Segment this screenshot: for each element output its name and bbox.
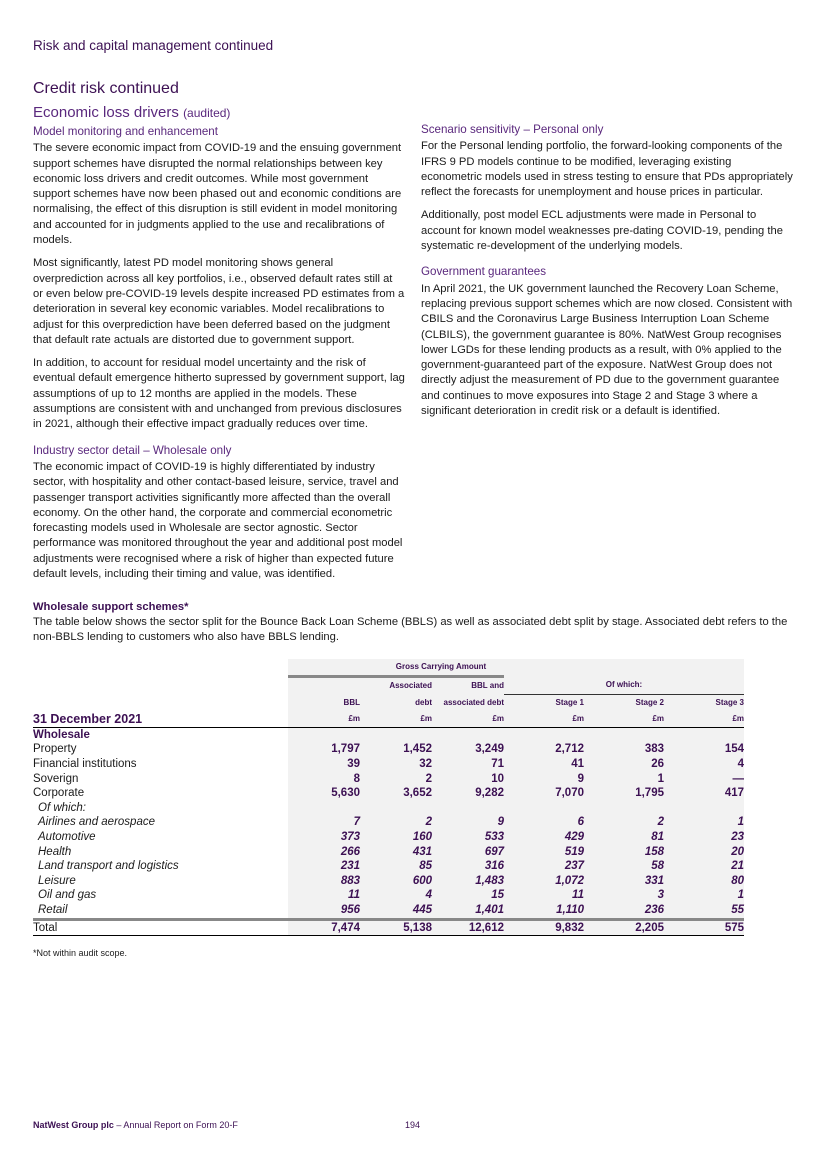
value-cell: 697	[432, 845, 504, 860]
value-cell: 1	[664, 888, 744, 903]
value-cell: 1,072	[504, 874, 584, 889]
value-cell: 417	[664, 786, 744, 801]
value-cell: 1,401	[432, 903, 504, 919]
row-label: Retail	[38, 903, 68, 916]
value-cell: 15	[432, 888, 504, 903]
table-row	[33, 859, 744, 874]
empty-cell	[288, 727, 360, 742]
value-cell: 3	[584, 888, 664, 903]
column-header: Stage 1	[504, 694, 584, 711]
value-cell: 21	[664, 859, 744, 874]
value-cell: 20	[664, 845, 744, 860]
value-cell: 1,483	[432, 874, 504, 889]
value-cell	[584, 801, 664, 816]
value-cell: 58	[584, 859, 664, 874]
column-header: £m	[360, 711, 432, 728]
value-cell: 237	[504, 859, 584, 874]
value-cell: 3,652	[360, 786, 432, 801]
empty-cell	[584, 727, 664, 742]
value-cell: 7,070	[504, 786, 584, 801]
table-row	[33, 772, 744, 787]
value-cell: 23	[664, 830, 744, 845]
paragraph: In April 2021, the UK government launched the Recovery Loan Scheme, replacing previous support schemes which are now closed. Consistent with CBILS and the Coronavirus Large Business Interruption Loan Scheme (CLBILS), the government guarantee is 80%. NatWest Group recognises lower LGDs for these lending products as a result, with 0% applied to the government-guaranteed part of the exposure. NatWest Group does not directly adjust the measurement of PD due to the government guarantee and continues to move exposures into Stage 2 and Stage 3 where a significant deterioration in credit risk or a default is identified.	[421, 282, 793, 418]
paragraph: Most significantly, latest PD model monitoring shows general overprediction across all key portfolios, i.e., observed default rates still at or even below pre-COVID-19 levels despite increased PD estimates from a deterioration in several key economic variables. Model recalibrations to adjust for this overprediction have been deferred based on the judgment that default rate actuals are distorted due to government support.	[33, 257, 405, 346]
value-cell: 4	[664, 757, 744, 772]
value-cell: 9	[504, 772, 584, 787]
value-cell: 26	[584, 757, 664, 772]
empty-cell	[360, 727, 432, 742]
table-row	[33, 694, 744, 711]
subheading: Government guarantees	[421, 265, 547, 279]
value-cell: 85	[360, 859, 432, 874]
paragraph: For the Personal lending portfolio, the forward-looking components of the IFRS 9 PD models continue to be modified, leveraging existing econometric models used in stress testing to ensure that PDs appropriately reflect the forecasts for unemployment and house prices in particular.	[421, 140, 793, 199]
row-label: Leisure	[38, 874, 76, 887]
value-cell: 2	[360, 772, 432, 787]
subheading: Scenario sensitivity – Personal only	[421, 123, 604, 136]
footer-report: – Annual Report on Form 20-F	[113, 1120, 238, 1130]
value-cell: 431	[360, 845, 432, 860]
paragraph: In addition, to account for residual model uncertainty and the risk of eventual default emergence hitherto supressed by government support, lag assumptions of up to 12 months are applied in the models. These assumptions are consistent with and unchanged from previous disclosures in 2021, although their effective impact gradually reduces over time.	[33, 357, 405, 431]
value-cell: 6	[504, 815, 584, 830]
value-cell: 11	[504, 888, 584, 903]
spacer	[33, 659, 288, 677]
value-cell: 10	[432, 772, 504, 787]
table-row	[33, 830, 744, 845]
total-label: Total	[33, 919, 288, 936]
table-row	[33, 786, 744, 801]
value-cell: 2	[584, 815, 664, 830]
right-column	[421, 122, 793, 427]
value-cell: 519	[504, 845, 584, 860]
empty-cell	[664, 727, 744, 742]
value-cell	[504, 801, 584, 816]
label-cell	[33, 711, 288, 728]
page-number: 194	[405, 1120, 421, 1130]
wholesale-heading: Wholesale support schemes*	[33, 601, 189, 614]
value-cell: 80	[664, 874, 744, 889]
value-cell: 160	[360, 830, 432, 845]
value-cell: 81	[584, 830, 664, 845]
section-title-text: Economic loss drivers	[33, 104, 179, 121]
footer	[33, 1120, 238, 1130]
value-cell	[432, 801, 504, 816]
table-row	[33, 727, 744, 742]
empty-cell	[432, 727, 504, 742]
row-label: Of which:	[38, 801, 86, 814]
value-cell: 429	[504, 830, 584, 845]
value-cell: 7	[288, 815, 360, 830]
paragraph: The economic impact of COVID-19 is highly differentiated by industry sector, with hospitality and other contact-based leisure, service, travel and passenger transport activities significantly more affected than the overall economy. On the other hand, the corporate and commercial econometric forecasting models used in Wholesale are sector agnostic. Sector performance was monitored throughout the year and additional post model adjustments were recognised where a risk of higher than expected future default levels, including their timing and value, was identified.	[33, 460, 403, 581]
column-header: Associated	[360, 677, 432, 695]
paragraph: Additionally, post model ECL adjustments were made in Personal to account for known model weaknesses pre-dating COVID-19, pending the systematic re-development of the underlying models.	[421, 209, 783, 253]
table-row	[33, 757, 744, 772]
value-cell: 11	[288, 888, 360, 903]
row-label: Oil and gas	[38, 889, 97, 902]
column-header: Stage 3	[664, 694, 744, 711]
wholesale-text: The table below shows the sector split for the Bounce Back Loan Scheme (BBLS) as well as associated debt split by stage. Associated debt refers to the non-BBLS lending to customers who also have BBLS lending.	[33, 616, 788, 644]
total-value: 9,832	[504, 919, 584, 936]
column-header: £m	[432, 711, 504, 728]
column-header: associated debt	[432, 694, 504, 711]
value-cell: —	[664, 772, 744, 787]
audited-note: (audited)	[183, 106, 231, 120]
label-cell	[33, 694, 288, 711]
value-cell: 1,797	[288, 742, 360, 757]
value-cell: 32	[360, 757, 432, 772]
value-cell: 1	[584, 772, 664, 787]
of-which-header: Of which:	[504, 677, 744, 695]
column-header: BBL	[288, 694, 360, 711]
value-cell	[664, 801, 744, 816]
value-cell: 445	[360, 903, 432, 919]
empty-cell	[504, 727, 584, 742]
value-cell: 1,110	[504, 903, 584, 919]
column-header: £m	[504, 711, 584, 728]
paragraph: The severe economic impact from COVID-19 and the ensuing government support schemes have disrupted the normal relationships between key economic loss drivers and credit outcomes. While most government support schemes have now been phased out and economic conditions are normalising, the effect of this disruption is still evident in model monitoring and accounted for in judgments applied to the use and recalibrations of models.	[33, 142, 402, 247]
column-header: £m	[288, 711, 360, 728]
content-flow	[33, 124, 793, 958]
value-cell: 383	[584, 742, 664, 757]
value-cell	[288, 801, 360, 816]
table-row	[33, 845, 744, 860]
table-row	[33, 677, 744, 695]
value-cell: 1,452	[360, 742, 432, 757]
value-cell: 316	[432, 859, 504, 874]
value-cell: 39	[288, 757, 360, 772]
value-cell: 9,282	[432, 786, 504, 801]
value-cell: 41	[504, 757, 584, 772]
value-cell	[360, 801, 432, 816]
value-cell: 4	[360, 888, 432, 903]
table-row	[33, 874, 744, 889]
bbls-table	[33, 659, 744, 936]
column-header: debt	[360, 694, 432, 711]
row-label: Property	[33, 743, 77, 756]
subheading: Model monitoring and enhancement	[33, 125, 218, 138]
value-cell: 71	[432, 757, 504, 772]
group-header: Gross Carrying Amount	[288, 659, 744, 677]
table-row	[33, 659, 744, 677]
row-label: Land transport and logistics	[38, 860, 179, 873]
total-value: 575	[664, 919, 744, 936]
footnote: *Not within audit scope.	[33, 948, 128, 959]
value-cell: 883	[288, 874, 360, 889]
value-cell: 158	[584, 845, 664, 860]
table-row	[33, 903, 744, 919]
row-label: Automotive	[38, 830, 96, 843]
running-header: Risk and capital management continued	[33, 38, 274, 53]
value-cell: 8	[288, 772, 360, 787]
value-cell: 2,712	[504, 742, 584, 757]
row-label: Soverign	[33, 772, 79, 785]
value-cell: 5,630	[288, 786, 360, 801]
row-label: Health	[38, 845, 72, 858]
value-cell: 9	[432, 815, 504, 830]
row-label: Corporate	[33, 787, 85, 800]
two-columns	[33, 124, 793, 590]
table-row	[33, 919, 744, 936]
value-cell: 533	[432, 830, 504, 845]
value-cell: 236	[584, 903, 664, 919]
value-cell: 331	[584, 874, 664, 889]
column-header: BBL and	[432, 677, 504, 695]
value-cell: 2	[360, 815, 432, 830]
table-row	[33, 711, 744, 728]
wholesale-intro	[33, 600, 793, 645]
section-label: Wholesale	[33, 728, 90, 741]
value-cell: 154	[664, 742, 744, 757]
value-cell: 266	[288, 845, 360, 860]
total-value: 5,138	[360, 919, 432, 936]
column-header: £m	[664, 711, 744, 728]
column-header: £m	[584, 711, 664, 728]
column-header	[288, 677, 360, 695]
value-cell: 1	[664, 815, 744, 830]
row-label: Financial institutions	[33, 758, 137, 770]
value-cell: 373	[288, 830, 360, 845]
table-row	[33, 888, 744, 903]
value-cell: 956	[288, 903, 360, 919]
value-cell: 600	[360, 874, 432, 889]
page-title: Credit risk continued	[33, 80, 179, 97]
value-cell: 1,795	[584, 786, 664, 801]
footer-company: NatWest Group plc	[33, 1120, 114, 1130]
value-cell: 3,249	[432, 742, 504, 757]
label-cell	[33, 677, 288, 695]
date-label: 31 December 2021	[33, 711, 143, 726]
row-label: Airlines and aerospace	[38, 816, 155, 829]
total-value: 2,205	[584, 919, 664, 936]
table-row	[33, 742, 744, 757]
value-cell: 55	[664, 903, 744, 919]
total-value: 12,612	[432, 919, 504, 936]
table-row	[33, 815, 744, 830]
value-cell: 231	[288, 859, 360, 874]
subheading: Industry sector detail – Wholesale only	[33, 443, 232, 457]
total-value: 7,474	[288, 919, 360, 936]
section-title	[33, 104, 230, 121]
table-row	[33, 801, 744, 816]
left-column	[33, 124, 405, 590]
column-header: Stage 2	[584, 694, 664, 711]
